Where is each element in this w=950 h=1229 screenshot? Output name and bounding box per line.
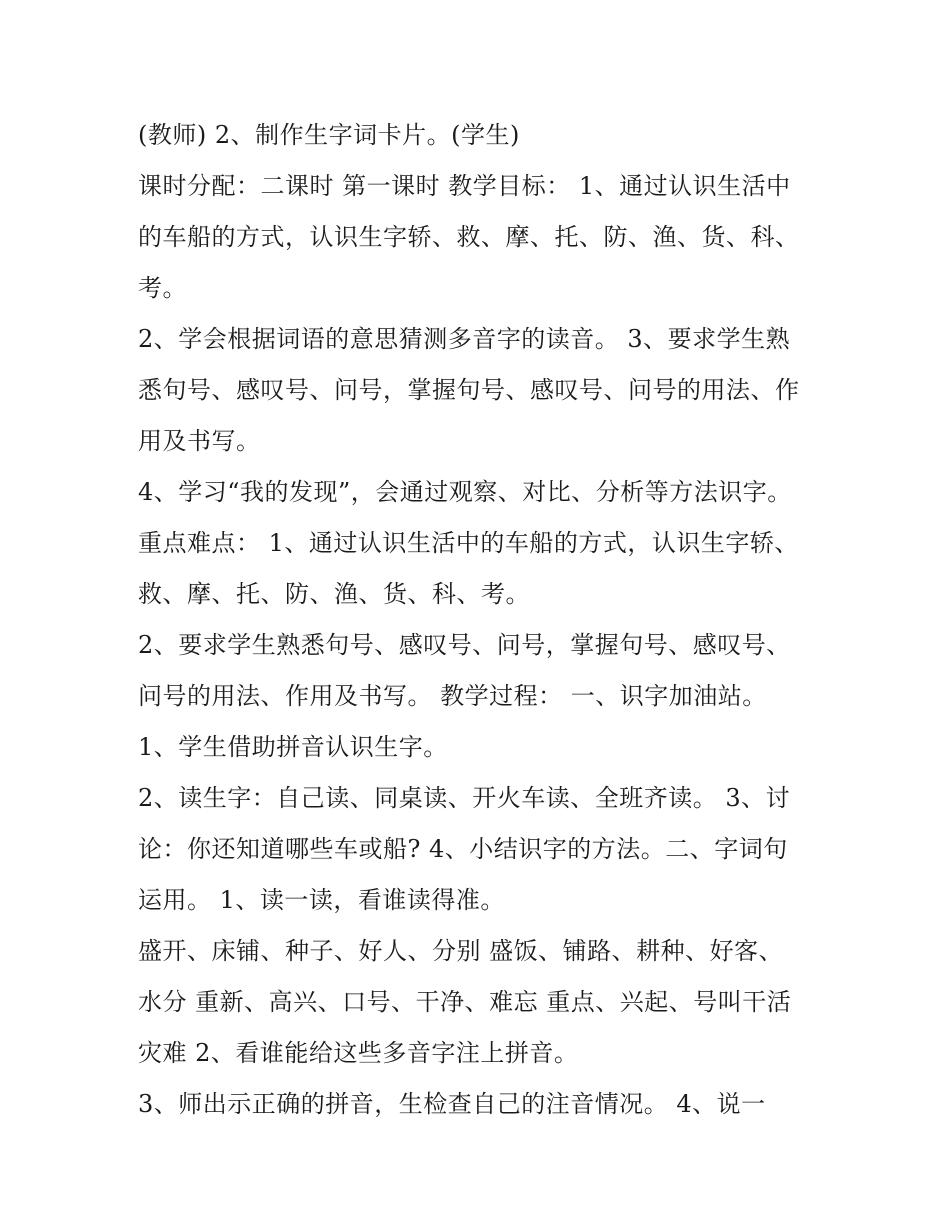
- text-line: 考。: [138, 274, 187, 302]
- text-line: 1、学生借助拼音认识生字。: [138, 733, 448, 761]
- text-line: 灾难 2、看谁能给这些多音字注上拼音。: [138, 1039, 579, 1067]
- text-line: 重点难点： 1、通过认识生活中的车船的方式，认识生字轿、: [138, 529, 799, 557]
- text-line: 盛开、床铺、种子、好人、分别 盛饭、铺路、耕种、好客、: [138, 937, 784, 965]
- text-line: 的车船的方式，认识生字轿、救、摩、托、防、渔、货、科、: [138, 223, 800, 251]
- document-body: [138, 110, 828, 1130]
- text-line: 救、摩、托、防、渔、货、科、考。: [138, 580, 530, 608]
- text-line: 4、学习“我的发现”，会通过观察、对比、分析等方法识字。: [138, 478, 792, 506]
- text-line: 2、读生字：自己读、同桌读、开火车读、全班齐读。 3、讨: [138, 784, 791, 812]
- text-line: 2、要求学生熟悉句号、感叹号、问号，掌握句号、感叹号、: [138, 631, 791, 659]
- text-line: 论：你还知道哪些车或船? 4、小结识字的方法。二、字词句: [138, 835, 788, 863]
- text-line: 课时分配：二课时 第一课时 教学目标： 1、通过认识生活中: [138, 172, 791, 200]
- text-line: 问号的用法、作用及书写。 教学过程： 一、识字加油站。: [138, 682, 767, 710]
- text-line: 2、学会根据词语的意思猜测多音字的读音。 3、要求学生熟: [138, 325, 791, 353]
- text-line: 水分 重新、高兴、口号、干净、难忘 重点、兴起、号叫干活: [138, 988, 792, 1016]
- text-line: 3、师出示正确的拼音，生检查自己的注音情况。 4、说一: [138, 1090, 766, 1118]
- text-line: (教师) 2、制作生字词卡片。(学生): [138, 121, 520, 149]
- text-line: 用及书写。: [138, 427, 261, 455]
- text-line: 悉句号、感叹号、问号，掌握句号、感叹号、问号的用法、作: [138, 376, 800, 404]
- text-line: 运用。 1、读一读，看谁读得准。: [138, 886, 505, 914]
